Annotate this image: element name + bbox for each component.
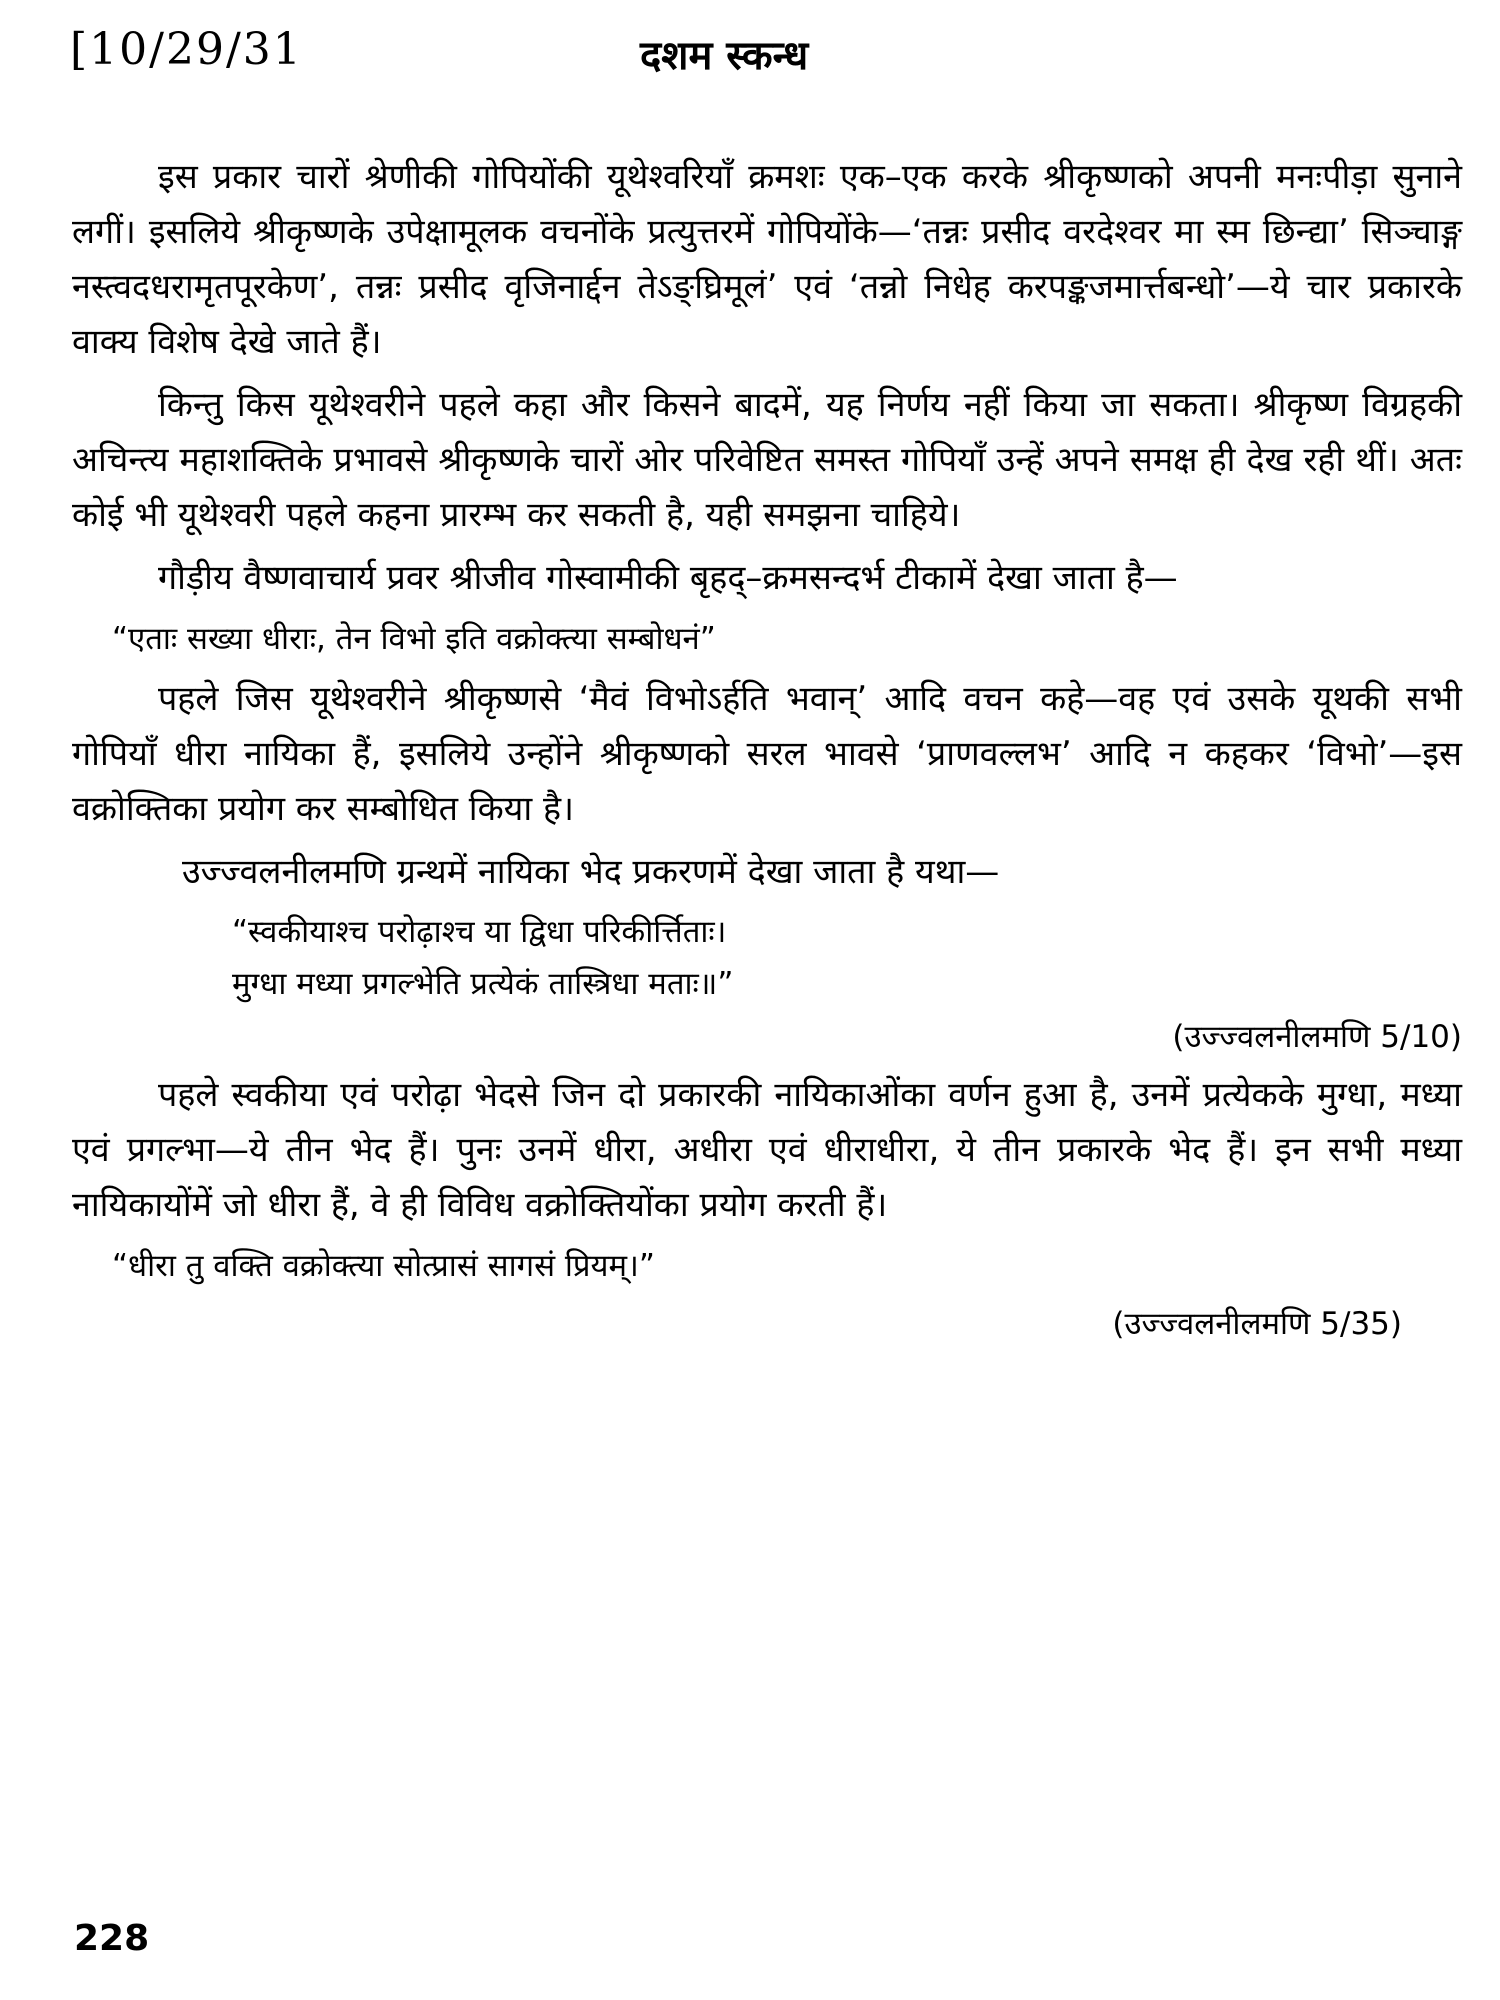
paragraph-2: किन्तु किस यूथेश्वरीने पहले कहा और किसने बादमें, यह निर्णय नहीं किया जा सकता। श्रीकृष्ण विग्रहकी अचिन्त्य महाशक्तिके प्रभावसे श्रीकृष्णके चारों ओर परिवेष्टित समस्त गोपियाँ उन्हें अपने समक्ष ही देख रही थीं। अतः कोई भी यूथेश्वरी पहले कहना प्रारम्भ कर सकती है, यही समझना चाहिये। — [72, 385, 1462, 535]
paragraph-5: उज्ज्वलनीलमणि ग्रन्थमें नायिका भेद प्रकरणमें देखा जाता है यथा— — [182, 852, 1000, 892]
citation-2: (उज्ज्वलनीलमणि 5/35) — [1112, 1306, 1402, 1342]
page-body — [72, 150, 1462, 1355]
verse-line-2: मुग्धा मध्या प्रगल्भेति प्रत्येकं तास्त्रिधा मताः॥” — [232, 966, 734, 1002]
page-number: 228 — [74, 1918, 150, 1959]
running-header-title: दशम स्कन्ध — [640, 33, 809, 79]
paragraph-6: पहले स्वकीया एवं परोढ़ा भेदसे जिन दो प्रकारकी नायिकाओंका वर्णन हुआ है, उनमें प्रत्येकके मुग्धा, मध्या एवं प्रगल्भा—ये तीन भेद हैं। पुनः उनमें धीरा, अधीरा एवं धीराधीरा, ये तीन प्रकारके भेद हैं। इन सभी मध्या नायिकायोंमें जो धीरा हैं, वे ही विविध वक्रोक्तियोंका प्रयोग करती हैं। — [72, 1075, 1462, 1225]
verse-line-1: “स्वकीयाश्च परोढ़ाश्च या द्विधा परिकीर्त्तिताः। — [232, 914, 727, 950]
paragraph-1: इस प्रकार चारों श्रेणीकी गोपियोंकी यूथेश्वरियाँ क्रमशः एक–एक करके श्रीकृष्णको अपनी मनःपीड़ा सुनाने लगीं। इसलिये श्रीकृष्णके उपेक्षामूलक वचनोंके प्रत्युत्तरमें गोपियोंके—‘तन्नः प्रसीद वरदेश्वर मा स्म छिन्द्या’ सिञ्चाङ्ग नस्त्वदधरामृतपूरकेण’, तन्नः प्रसीद वृजिनार्द्दन तेऽङ्घ्रिमूलं’ एवं ‘तन्नो निधेह करपङ्कजमार्त्तबन्धो’—ये चार प्रकारके वाक्य विशेष देखे जाते हैं। — [72, 157, 1462, 362]
verse-quote-2: “धीरा तु वक्ति वक्रोक्त्या सोत्प्रासं सागसं प्रियम्।” — [112, 1248, 655, 1284]
paragraph-3: गौड़ीय वैष्णवाचार्य प्रवर श्रीजीव गोस्वामीकी बृहद्–क्रमसन्दर्भ टीकामें देखा जाता है— — [158, 558, 1178, 598]
citation-1: (उज्ज्वलनीलमणि 5/10) — [1172, 1019, 1462, 1055]
commentary-quote: “एताः सख्या धीराः, तेन विभो इति वक्रोक्त्या सम्बोधनं” — [112, 621, 716, 657]
chapter-verse-reference: [10/29/31 — [70, 24, 303, 75]
paragraph-4: पहले जिस यूथेश्वरीने श्रीकृष्णसे ‘मैवं विभोऽर्हति भवान्’ आदि वचन कहे—वह एवं उसके यूथकी सभी गोपियाँ धीरा नायिका हैं, इसलिये उन्होंने श्रीकृष्णको सरल भावसे ‘प्राणवल्लभ’ आदि न कहकर ‘विभो’—इस वक्रोक्तिका प्रयोग कर सम्बोधित किया है। — [72, 679, 1462, 829]
